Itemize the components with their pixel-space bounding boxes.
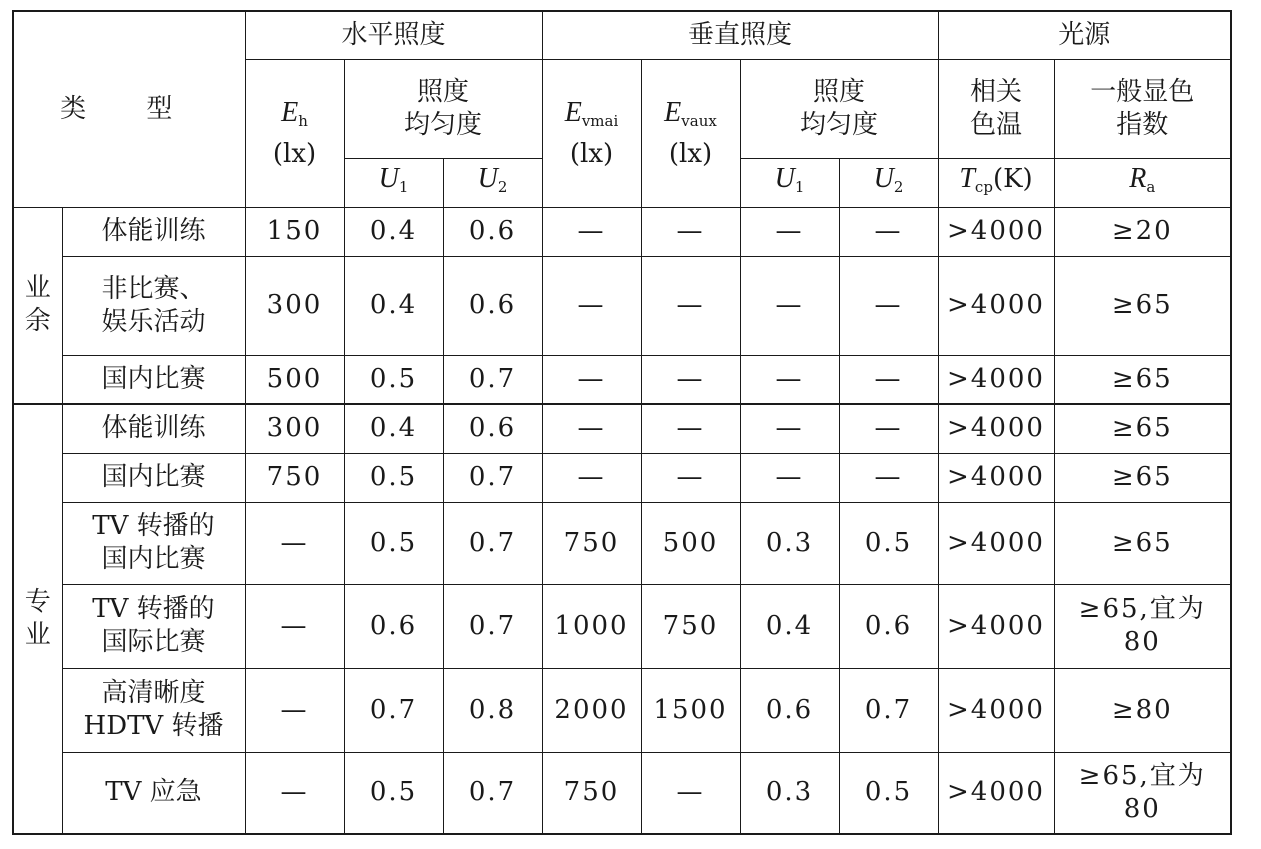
header-evmai: $E_{vmai}$ (lx) — [542, 59, 641, 207]
table-row — [13, 256, 1231, 355]
cell-u1: 0.4 — [344, 207, 443, 256]
table-row — [13, 584, 1231, 668]
cell-u1: 0.5 — [344, 752, 443, 834]
header-u2-horizontal: U2 — [443, 158, 542, 207]
cell-eh: 300 — [245, 256, 344, 355]
cell-u1: 0.6 — [344, 584, 443, 668]
cell-vu1: 0.4 — [740, 584, 839, 668]
cell-tcp: >4000 — [938, 584, 1054, 668]
cell-evaux: — — [641, 207, 740, 256]
cell-type: 国内比赛 — [62, 355, 245, 404]
cell-type: TV 应急 — [62, 752, 245, 834]
cell-tcp: >4000 — [938, 355, 1054, 404]
cell-eh: — — [245, 668, 344, 752]
cell-tcp: >4000 — [938, 752, 1054, 834]
table-row — [13, 502, 1231, 584]
cell-eh: — — [245, 584, 344, 668]
header-cct: 相关 色温 — [938, 59, 1054, 158]
cell-ra: ≥65 — [1054, 502, 1231, 584]
cell-u1: 0.4 — [344, 256, 443, 355]
header-u2-vertical: U2 — [839, 158, 938, 207]
cell-ra: ≥80 — [1054, 668, 1231, 752]
cell-eh: 500 — [245, 355, 344, 404]
cell-vu2: 0.7 — [839, 668, 938, 752]
group-professional: 专 业 — [13, 404, 62, 834]
cell-type: TV 转播的 国际比赛 — [62, 584, 245, 668]
cell-evaux: 750 — [641, 584, 740, 668]
cell-evaux: — — [641, 453, 740, 502]
cell-type: 高清晰度 HDTV 转播 — [62, 668, 245, 752]
cell-vu1: — — [740, 355, 839, 404]
cell-evaux: — — [641, 752, 740, 834]
cell-eh: — — [245, 502, 344, 584]
cell-evmai: — — [542, 404, 641, 453]
cell-vu1: 0.3 — [740, 752, 839, 834]
cell-u2: 0.7 — [443, 752, 542, 834]
cell-vu1: 0.3 — [740, 502, 839, 584]
header-u1-horizontal: U1 — [344, 158, 443, 207]
header-eh: $E_h$ (lx) — [245, 59, 344, 207]
header-u1-vertical: U1 — [740, 158, 839, 207]
table-row — [13, 404, 1231, 453]
table-row — [13, 752, 1231, 834]
cell-evaux: 500 — [641, 502, 740, 584]
cell-u1: 0.5 — [344, 502, 443, 584]
cell-vu2: — — [839, 453, 938, 502]
cell-ra: ≥20 — [1054, 207, 1231, 256]
cell-tcp: >4000 — [938, 668, 1054, 752]
cell-evmai: 750 — [542, 752, 641, 834]
cell-u2: 0.7 — [443, 584, 542, 668]
cell-vu1: — — [740, 404, 839, 453]
cell-ra: ≥65 — [1054, 355, 1231, 404]
cell-vu1: — — [740, 453, 839, 502]
cell-ra: ≥65,宜为 80 — [1054, 752, 1231, 834]
cell-evmai: — — [542, 256, 641, 355]
cell-vu1: — — [740, 256, 839, 355]
cell-u2: 0.7 — [443, 502, 542, 584]
header-tcp: Tcp(K) — [938, 158, 1054, 207]
cell-tcp: >4000 — [938, 404, 1054, 453]
cell-type: 非比赛、 娱乐活动 — [62, 256, 245, 355]
header-light-source: 光源 — [938, 11, 1231, 59]
cell-eh: 150 — [245, 207, 344, 256]
header-row-1 — [13, 11, 1231, 59]
cell-u2: 0.7 — [443, 453, 542, 502]
cell-vu2: — — [839, 404, 938, 453]
header-uniformity-vertical: 照度 均匀度 — [740, 59, 938, 158]
cell-u2: 0.8 — [443, 668, 542, 752]
cell-tcp: >4000 — [938, 502, 1054, 584]
lighting-standard-table-wrapper — [12, 10, 1232, 835]
cell-evmai: 750 — [542, 502, 641, 584]
header-ra: Ra — [1054, 158, 1231, 207]
cell-evmai: 1000 — [542, 584, 641, 668]
cell-u1: 0.7 — [344, 668, 443, 752]
cell-evmai: 2000 — [542, 668, 641, 752]
cell-tcp: >4000 — [938, 256, 1054, 355]
table-row — [13, 207, 1231, 256]
header-horizontal-illuminance: 水平照度 — [245, 11, 542, 59]
cell-u2: 0.7 — [443, 355, 542, 404]
cell-vu2: 0.5 — [839, 752, 938, 834]
cell-tcp: >4000 — [938, 453, 1054, 502]
lighting-standard-table — [12, 10, 1232, 835]
cell-tcp: >4000 — [938, 207, 1054, 256]
cell-vu2: — — [839, 355, 938, 404]
cell-evaux: — — [641, 355, 740, 404]
cell-u1: 0.5 — [344, 355, 443, 404]
header-cri: 一般显色 指数 — [1054, 59, 1231, 158]
cell-type: 体能训练 — [62, 404, 245, 453]
cell-type: TV 转播的 国内比赛 — [62, 502, 245, 584]
cell-evmai: — — [542, 453, 641, 502]
cell-evaux: — — [641, 404, 740, 453]
cell-evaux: 1500 — [641, 668, 740, 752]
cell-evmai: — — [542, 207, 641, 256]
cell-type: 国内比赛 — [62, 453, 245, 502]
cell-eh: 750 — [245, 453, 344, 502]
cell-eh: — — [245, 752, 344, 834]
cell-evmai: — — [542, 355, 641, 404]
cell-vu2: — — [839, 207, 938, 256]
table-row — [13, 668, 1231, 752]
cell-type: 体能训练 — [62, 207, 245, 256]
cell-ra: ≥65 — [1054, 404, 1231, 453]
cell-vu1: — — [740, 207, 839, 256]
cell-evaux: — — [641, 256, 740, 355]
cell-u2: 0.6 — [443, 207, 542, 256]
cell-vu2: — — [839, 256, 938, 355]
cell-u1: 0.5 — [344, 453, 443, 502]
cell-ra: ≥65 — [1054, 453, 1231, 502]
table-row — [13, 453, 1231, 502]
cell-vu1: 0.6 — [740, 668, 839, 752]
header-uniformity-horizontal: 照度 均匀度 — [344, 59, 542, 158]
header-vertical-illuminance: 垂直照度 — [542, 11, 938, 59]
cell-vu2: 0.5 — [839, 502, 938, 584]
group-amateur: 业 余 — [13, 207, 62, 404]
cell-u2: 0.6 — [443, 256, 542, 355]
cell-ra: ≥65 — [1054, 256, 1231, 355]
header-evaux: $E_{vaux}$ (lx) — [641, 59, 740, 207]
cell-ra: ≥65,宜为 80 — [1054, 584, 1231, 668]
table-row — [13, 355, 1231, 404]
cell-u2: 0.6 — [443, 404, 542, 453]
cell-vu2: 0.6 — [839, 584, 938, 668]
cell-u1: 0.4 — [344, 404, 443, 453]
cell-eh: 300 — [245, 404, 344, 453]
header-type: 类 型 — [13, 11, 245, 207]
